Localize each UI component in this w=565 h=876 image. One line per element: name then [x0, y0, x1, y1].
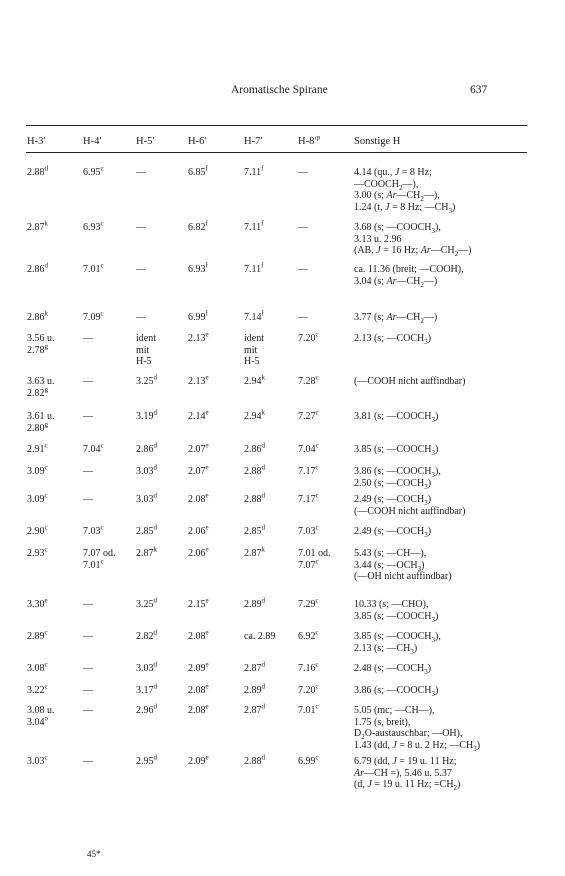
table-cell-h3: 3.08 u. 3.04$^o$: [27, 705, 55, 728]
table-cell-h6: 2.09e: [188, 660, 209, 674]
table-cell-h4: —: [83, 631, 93, 642]
table-cell-h3: 3.03$^c$: [27, 753, 48, 767]
table-cell-h4: —: [83, 756, 93, 767]
table-cell-h6: 6.93$^f$: [188, 261, 208, 275]
table-cell-h7: 2.87$^d$: [244, 702, 265, 716]
table-cell-h4: —: [83, 685, 93, 696]
table-cell-h4: 7.07 od. 7.01$^c$: [83, 548, 116, 571]
table-cell-h4: —: [83, 333, 93, 344]
table-cell-h5: 3.03$^d$: [136, 660, 157, 674]
table-cell-h3: 3.30e: [27, 596, 48, 610]
table-cell-h7: 2.94$^k$: [244, 408, 265, 422]
table-cell-sonstige: 3.86 (s; $—COOCH_3$): [354, 685, 439, 698]
table-cell-h8: —: [298, 312, 308, 323]
table-cell-h5: 2.96$^d$: [136, 702, 157, 716]
table-cell-h7: 7.11$^f$: [244, 219, 264, 233]
table-cell-h6: 2.14e: [188, 408, 209, 422]
table-cell-sonstige: ca. 11.36 (breit; —COOH), 3.04 (s; $Ar—CH_2—$): [354, 264, 464, 289]
table-cell-sonstige: 3.77 (s; $Ar—CH_2—$): [354, 312, 438, 325]
table-cell-h7: 7.11$^f$: [244, 164, 264, 178]
table-cell-h6: 2.13e: [188, 330, 209, 344]
table-cell-sonstige: 3.81 (s; $—COOCH_3$): [354, 411, 439, 424]
signature-mark: 45*: [87, 849, 101, 859]
table-cell-h5: 2.85$^d$: [136, 523, 157, 537]
table-cell-h4: —: [83, 376, 93, 387]
running-title: Aromatische Spirane: [231, 84, 328, 96]
column-header-h6: H-6′: [188, 136, 207, 147]
table-cell-h6: 6.85$^f$: [188, 164, 208, 178]
table-cell-h3: 2.87$^k$: [27, 219, 48, 233]
table-cell-sonstige: 4.14 (qu., J = 8 Hz; $—COOCH_2—$), 3.00 (s; $Ar—CH_2—$), 1.24 (t, J = 8 Hz; $—CH_3$): [354, 167, 456, 215]
table-cell-h7: 7.14$^f$: [244, 309, 264, 323]
table-cell-h4: —: [83, 411, 93, 422]
table-cell-sonstige: 3.85 (s; $—COOCH_3$), 2.13 (s; $—CH_3$): [354, 631, 441, 656]
table-cell-h8: 7.20$^c$: [298, 330, 319, 344]
table-cell-h6: 2.07e: [188, 463, 209, 477]
table-cell-h4: —: [83, 466, 93, 477]
table-cell-h6: 2.08e: [188, 491, 209, 505]
table-cell-h8: 7.20$^c$: [298, 682, 319, 696]
column-header-sonstige: Sonstige H: [354, 136, 401, 147]
table-cell-h7: 2.94$^k$: [244, 373, 265, 387]
table-cell-h8: 7.16$^c$: [298, 660, 319, 674]
table-cell-h3: 2.90$^c$: [27, 523, 48, 537]
table-cell-h3: 3.09$^c$: [27, 463, 48, 477]
table-cell-h7: 2.85$^d$: [244, 523, 265, 537]
column-header-h3: H-3′: [27, 136, 46, 147]
table-cell-h6: 2.15e: [188, 596, 209, 610]
column-header-h4: H-4′: [83, 136, 102, 147]
table-cell-h5: —: [136, 222, 146, 233]
table-cell-h5: 3.25$^d$: [136, 596, 157, 610]
table-cell-h6: 2.13e: [188, 373, 209, 387]
table-cell-h8: —: [298, 167, 308, 178]
table-cell-h8: 7.29$^c$: [298, 596, 319, 610]
table-cell-sonstige: 3.86 (s; $—COOCH_3$), 2.50 (s; $—COCH_3$): [354, 466, 441, 491]
table-cell-h8: 7.27$^c$: [298, 408, 319, 422]
table-cell-h3: 3.09$^c$: [27, 491, 48, 505]
table-cell-h4: —: [83, 494, 93, 505]
table-cell-h5: 2.82$^d$: [136, 628, 157, 642]
table-cell-h7: 7.11$^f$: [244, 261, 264, 275]
table-cell-h3: 2.86$^d$: [27, 261, 48, 275]
table-cell-h3: 2.88$^d$: [27, 164, 48, 178]
table-cell-h6: 2.08e: [188, 628, 209, 642]
table-cell-h7: 2.89$^d$: [244, 682, 265, 696]
table-cell-h3: 3.61 u. 2.80$^g$: [27, 411, 55, 434]
table-cell-h7: ca. 2.89: [244, 631, 276, 642]
table-cell-h7: 2.88$^d$: [244, 463, 265, 477]
table-cell-sonstige: 6.79 (dd, J = 19 u. 11 Hz; Ar—CH =), 5.46 u. 5.37 (d, J = 19 u. 11 Hz; $=CH_2$): [354, 756, 461, 793]
table-header-rule: [26, 152, 527, 153]
table-cell-sonstige: (—COOH nicht auffindbar): [354, 376, 466, 387]
table-cell-h6: 6.82$^f$: [188, 219, 208, 233]
column-header-h5: H-5′: [136, 136, 155, 147]
table-cell-h5: 3.25$^d$: [136, 373, 157, 387]
table-cell-sonstige: 2.49 (s; $—COCH_3$) (—COOH nicht auffindbar): [354, 494, 466, 517]
table-cell-h7: 2.87$^k$: [244, 545, 265, 559]
table-cell-h3: 2.91$^c$: [27, 441, 48, 455]
table-cell-sonstige: 2.49 (s; $—COCH_3$): [354, 526, 432, 539]
table-cell-h6: 2.06e: [188, 545, 209, 559]
table-cell-h4: 7.01$^c$: [83, 261, 104, 275]
table-cell-sonstige: 5.43 (s; —CH—), 3.44 (s; $—OCH_3$) (—OH nicht auffindbar): [354, 548, 452, 583]
table-cell-h5: 2.87$^k$: [136, 545, 157, 559]
table-cell-h4: 6.95$^c$: [83, 164, 104, 178]
table-cell-h8: 7.01$^c$: [298, 702, 319, 716]
table-cell-h4: 7.09$^c$: [83, 309, 104, 323]
column-header-h8: $H-8'^p$: [298, 133, 321, 147]
table-cell-h7: 2.89$^d$: [244, 596, 265, 610]
table-cell-sonstige: 10.33 (s; —CHO), 3.85 (s; $—COOCH_3$): [354, 599, 439, 624]
table-cell-sonstige: 2.48 (s; $—COCH_3$): [354, 663, 432, 676]
table-cell-h3: 3.22$^c$: [27, 682, 48, 696]
table-cell-h3: 3.63 u. 2.82$^g$: [27, 376, 55, 399]
table-cell-h8: 7.17$^c$: [298, 463, 319, 477]
table-cell-h6: 2.08e: [188, 682, 209, 696]
table-cell-h8: —: [298, 222, 308, 233]
table-cell-sonstige: 3.85 (s; $—COOCH_3$): [354, 444, 439, 457]
table-cell-h3: 2.86$^k$: [27, 309, 48, 323]
table-cell-h6: 6.99$^f$: [188, 309, 208, 323]
table-cell-h8: 7.04$^c$: [298, 441, 319, 455]
page-number: 637: [470, 84, 488, 96]
table-cell-h5: —: [136, 312, 146, 323]
table-cell-h3: 2.93$^c$: [27, 545, 48, 559]
table-cell-h5: 3.03$^d$: [136, 491, 157, 505]
column-header-h7: H-7′: [244, 136, 263, 147]
table-cell-h6: 2.09e: [188, 753, 209, 767]
table-cell-h5: 3.19$^d$: [136, 408, 157, 422]
table-cell-h4: 6.93$^c$: [83, 219, 104, 233]
table-cell-h4: —: [83, 705, 93, 716]
table-cell-sonstige: 2.13 (s; $—COCH_3$): [354, 333, 432, 346]
table-cell-h7: 2.87$^d$: [244, 660, 265, 674]
table-cell-h5: 3.17$^d$: [136, 682, 157, 696]
table-cell-h4: —: [83, 599, 93, 610]
table-cell-h4: —: [83, 663, 93, 674]
table-cell-h5: 2.95$^d$: [136, 753, 157, 767]
table-cell-h6: 2.07e: [188, 441, 209, 455]
table-cell-h5: 3.03$^d$: [136, 463, 157, 477]
table-cell-h8: 7.28$^c$: [298, 373, 319, 387]
table-cell-h8: 6.92$^c$: [298, 628, 319, 642]
table-cell-h5: ident mit H-5: [136, 333, 156, 368]
table-cell-h8: 7.17$^c$: [298, 491, 319, 505]
table-cell-h5: 2.86$^d$: [136, 441, 157, 455]
table-cell-h8: —: [298, 264, 308, 275]
table-cell-h7: ident mit H-5: [244, 333, 264, 368]
table-cell-h6: 2.06e: [188, 523, 209, 537]
table-cell-h4: 7.03$^c$: [83, 523, 104, 537]
table-cell-h7: 2.86$^d$: [244, 441, 265, 455]
table-cell-h3: 3.56 u. 2.78$^g$: [27, 333, 55, 356]
table-cell-h3: 3.08$^c$: [27, 660, 48, 674]
table-cell-h8: 7.03$^c$: [298, 523, 319, 537]
table-top-rule: [26, 125, 527, 126]
table-cell-h8: 7.01 od. 7.07$^c$: [298, 548, 331, 571]
table-cell-sonstige: 5.05 (mc; —CH—), 1.75 (s, breit), $D_2O$-austauschbar; —OH), 1.43 (dd, J = 8 u. 2 Hz; $—CH_3$): [354, 705, 481, 753]
table-cell-h8: 6.99$^c$: [298, 753, 319, 767]
table-cell-sonstige: 3.68 (s; $—COOCH_3$), 3.13 u. 2.96 (AB, J = 16 Hz; $Ar—CH_2—$): [354, 222, 472, 259]
table-cell-h3: 2.89$^c$: [27, 628, 48, 642]
table-cell-h4: 7.04$^c$: [83, 441, 104, 455]
table-cell-h7: 2.88$^d$: [244, 753, 265, 767]
table-cell-h5: —: [136, 264, 146, 275]
table-cell-h7: 2.88$^d$: [244, 491, 265, 505]
table-cell-h6: 2.08e: [188, 702, 209, 716]
table-cell-h5: —: [136, 167, 146, 178]
